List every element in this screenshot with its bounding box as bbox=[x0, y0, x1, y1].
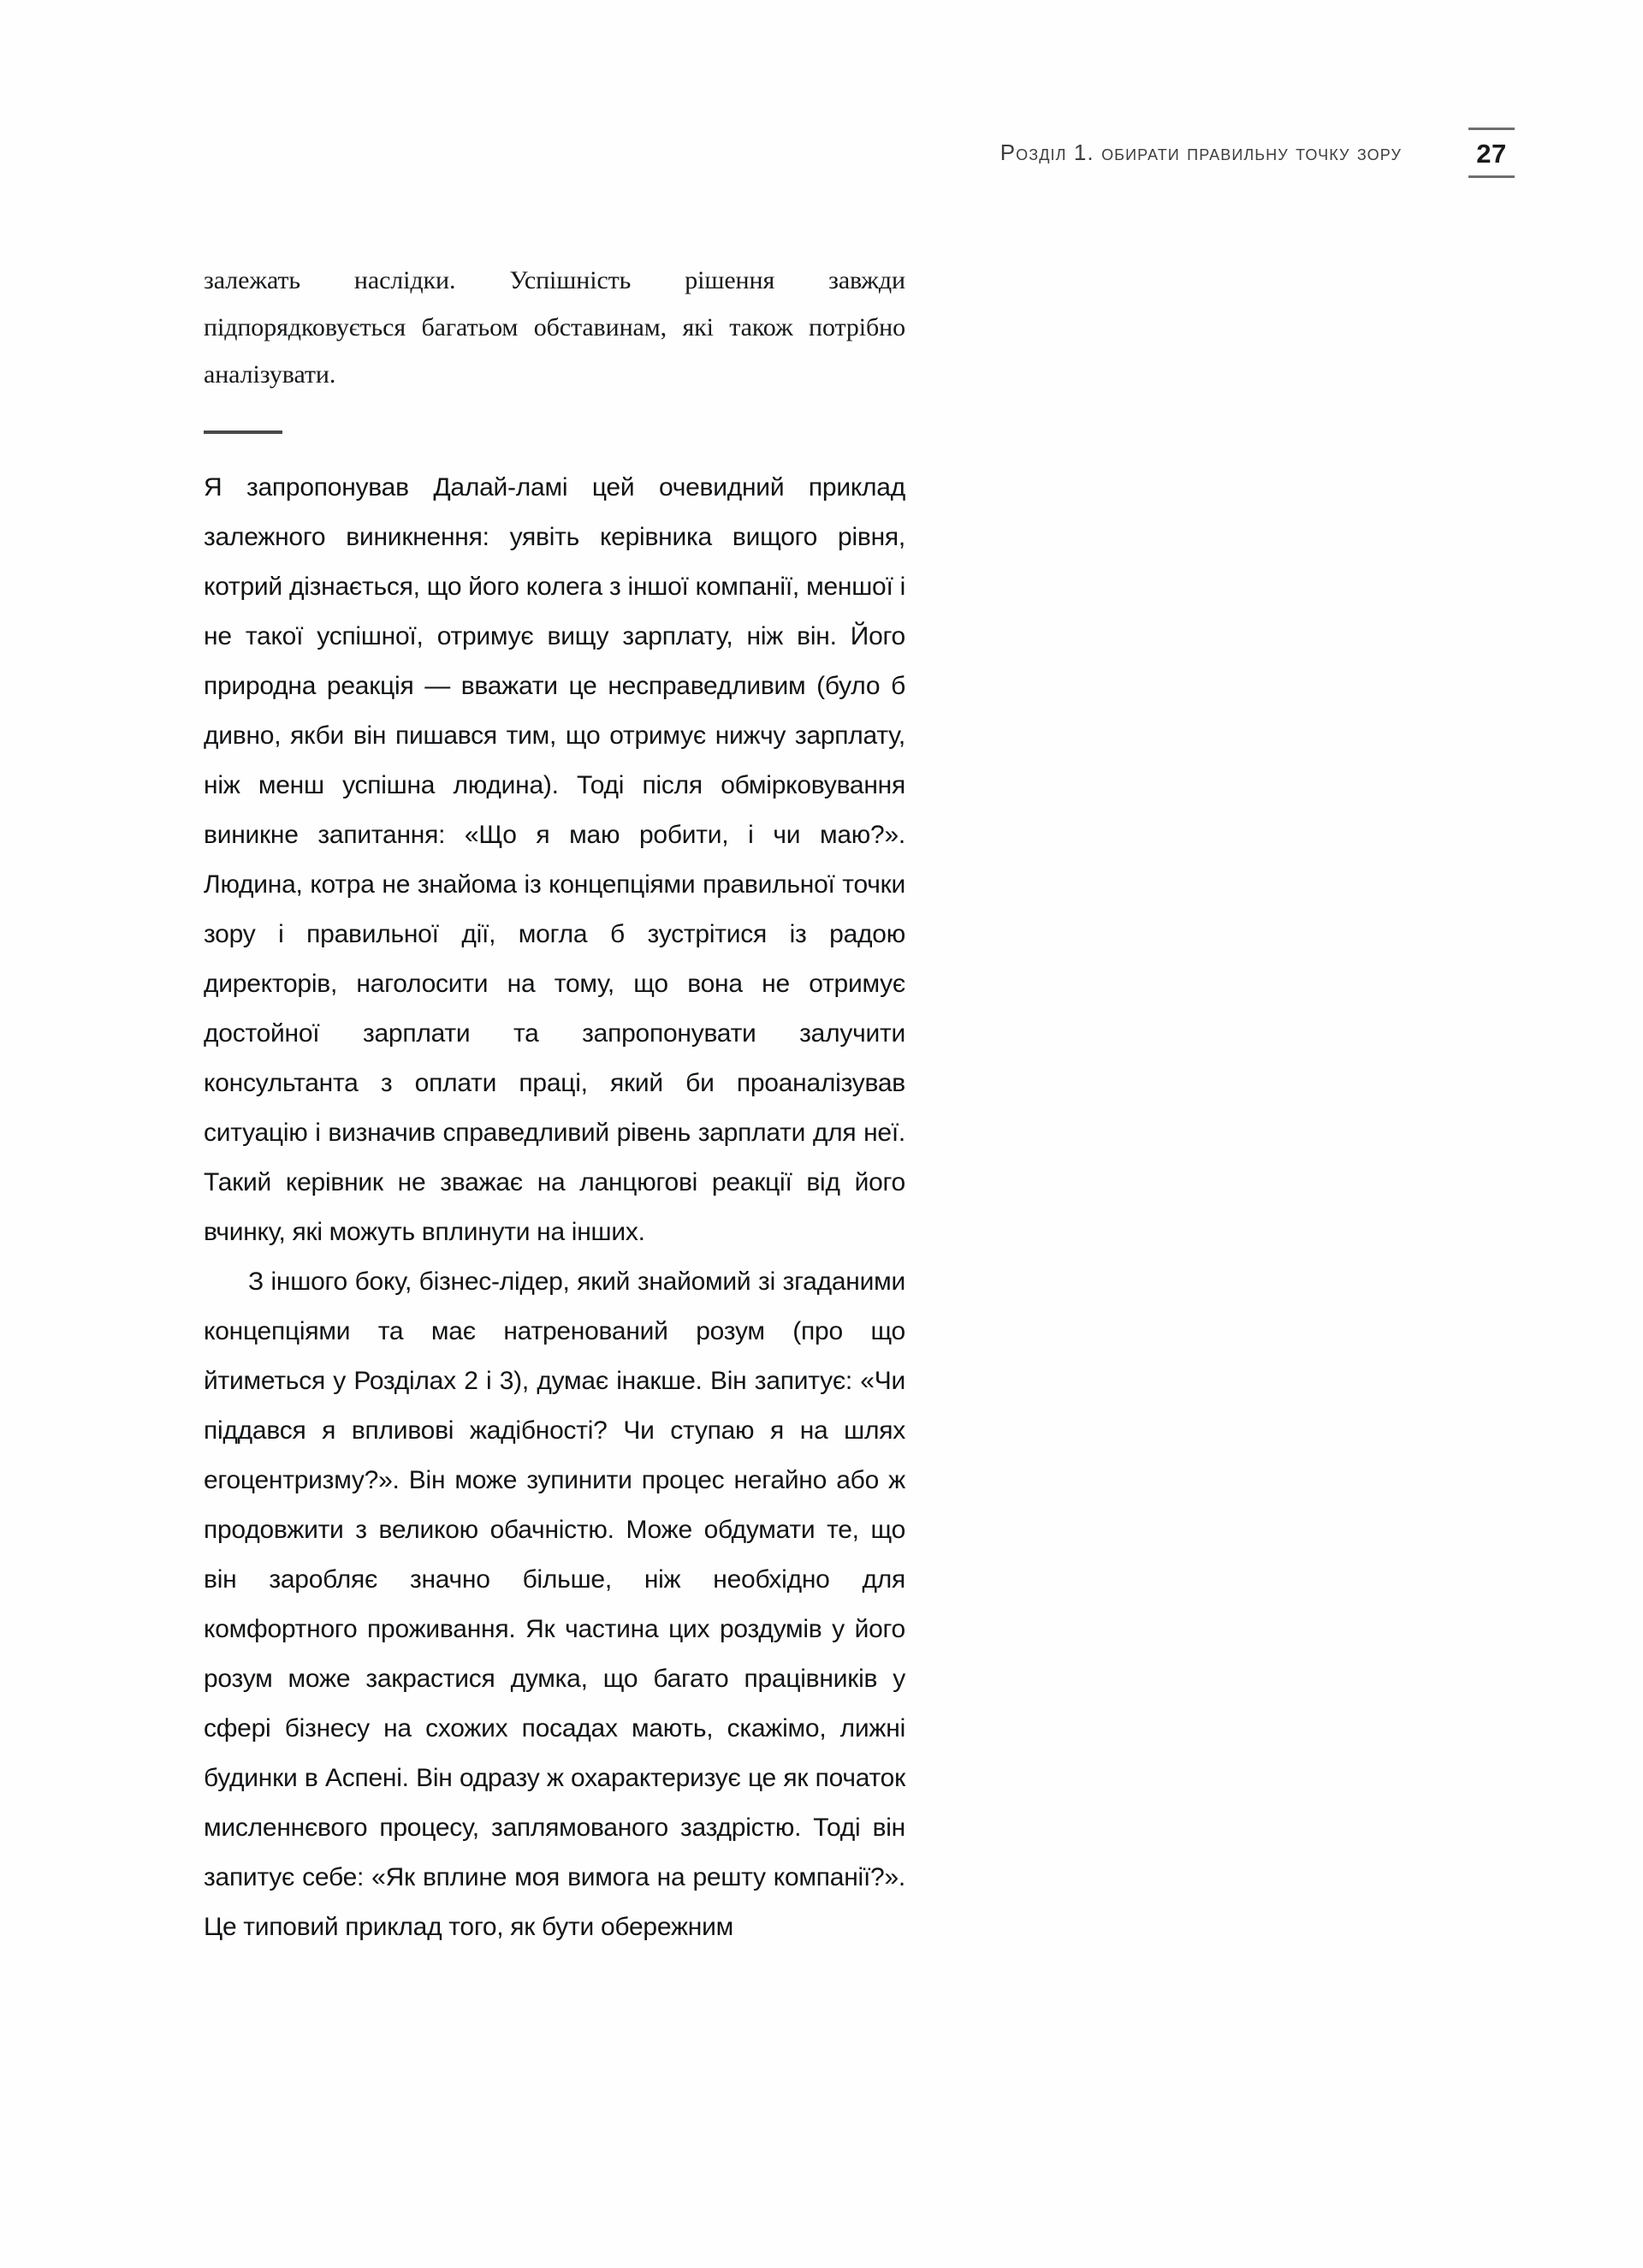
paragraph-trained-mind-leader: З іншого боку, бізнес-лідер, який знайомий зі згаданими концепціями та має натренований розум (про що йтиметься у Розділах 2 і 3), думає інакше. Він запитує: «Чи піддався я впливові жадібності? Чи ступаю я на шлях егоцентризму?». Він може зупинити процес негайно або ж продовжити з великою обачністю. Може обдумати те, що він заробляє значно більше, ніж необхідно для комфортного проживання. Як частина цих роздумів у його розум може закрастися думка, що багато працівників у сфері бізнесу на схожих посадах мають, скажімо, лижні будинки в Аспені. Він одразу ж охарактеризує це як початок мисленнєвого процесу, заплямованого заздрістю. Тоді він запитує себе: «Як вплине моя вимога на решту компанії?». Це типовий приклад того, як бути обережним bbox=[204, 1268, 905, 1941]
folio-rule-bottom bbox=[1468, 175, 1515, 178]
folio-rule-top bbox=[1468, 128, 1515, 130]
paragraph-carryover: залежать наслідки. Успішність рішення завжди підпорядковується багатьом обставинам, які також потрібно аналізувати. bbox=[204, 266, 905, 389]
paragraph-dalai-lama-example: Я запропонував Далай-ламі цей очевидний приклад залежного виникнення: уявіть керівника вищого рівня, котрий дізнається, що його колега з іншої компанії, меншої і не такої успішної, отримує вищу зарплату, ніж він. Його природна реакція — вважати це несправедливим (було б дивно, якби він пишався тим, що отримує нижчу зарплату, ніж менш успішна людина). Тоді після обмірковування виникне запитання: «Що я маю робити, і чи маю?». Людина, котра не знайома із концепціями правильної точки зору і правильної дії, могла б зустрітися із радою директорів, наголосити на тому, що вона не отримує достойної зарплати та запропонувати залучити консультанта з оплати праці, який би проаналізував ситуацію і визначив справедливий рівень зарплати для неї. Такий керівник не зважає на ланцюгові реакції від його вчинку, які можуть вплинути на інших. bbox=[204, 473, 905, 1246]
chapter-title: Розділ 1. обирати правильну точку зору bbox=[999, 139, 1402, 165]
running-head bbox=[128, 127, 1515, 178]
page-folio bbox=[1468, 128, 1515, 178]
text-column bbox=[204, 257, 905, 1952]
page-number: 27 bbox=[1476, 138, 1507, 169]
section-break-rule bbox=[204, 430, 282, 434]
